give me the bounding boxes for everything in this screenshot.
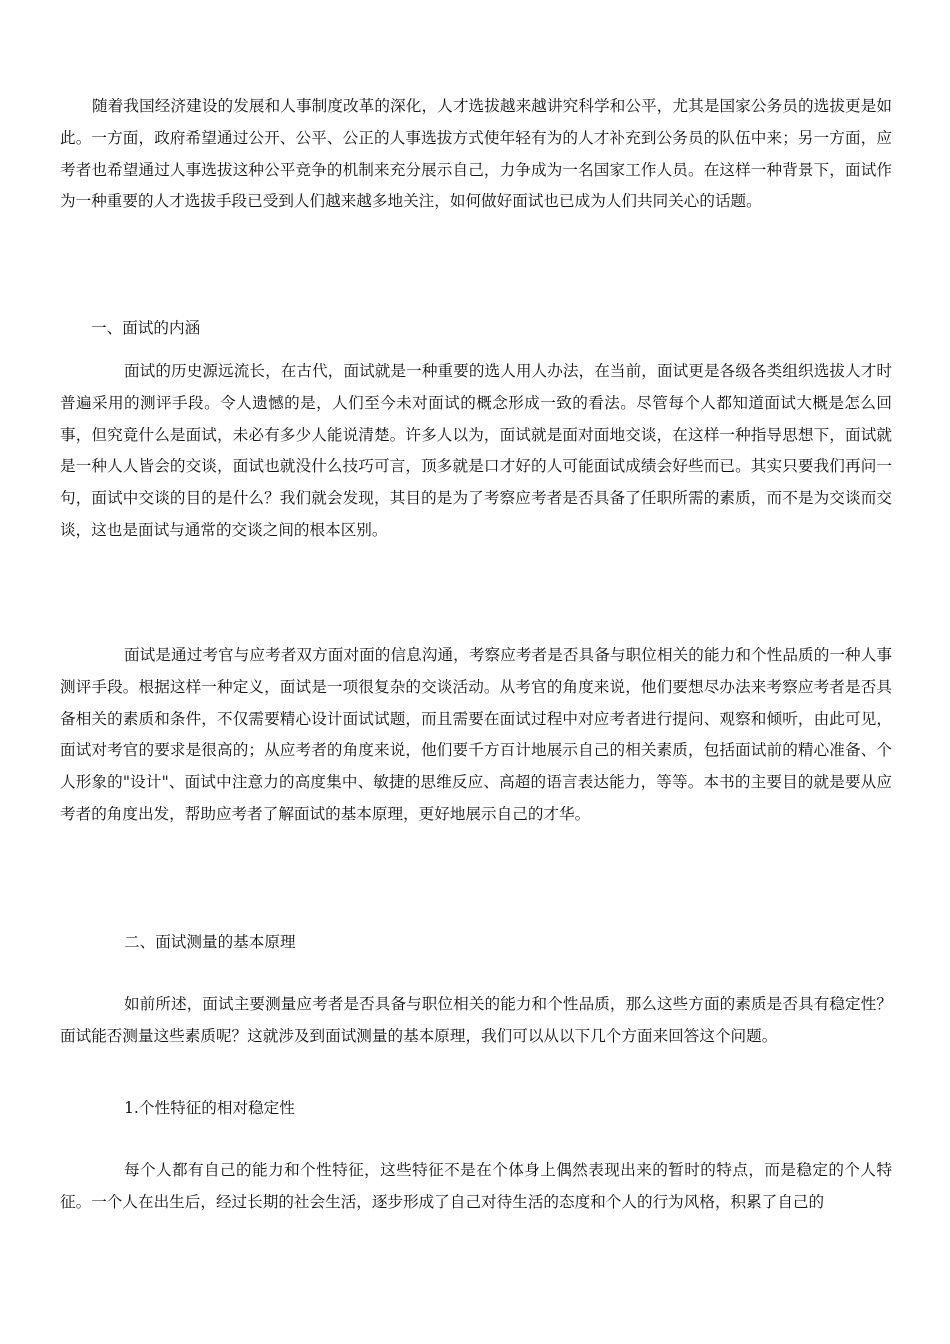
section1-paragraph-2: 面试是通过考官与应考者双方面对面的信息沟通，考察应考者是否具备与职位相关的能力和个性品质的一种人事测评手段。根据这样一种定义，面试是一项很复杂的交谈活动。从考官的角度来说，他们要想尽办法来考察应考者是否具备相关的素质和条件，不仅需要精心设计面试试题，而且需要在面试过程中对应考者进行提问、观察和倾听，由此可见，面试对考官的要求是很高的；从应考者的角度来说，他们要千方百计地展示自己的相关素质，包括面试前的精心准备、个人形象的"设计"、面试中注意力的高度集中、敏捷的思维反应、高超的语言表达能力，等等。本书的主要目的就是要从应考者的角度出发，帮助应考者了解面试的基本原理，更好地展示自己的才华。 [60,646,892,823]
subsection1-paragraph: 每个人都有自己的能力和个性特征，这些特征不是在个体身上偶然表现出来的暂时的特点，而是稳定的个人特征。一个人在出生后，经过长期的社会生活，逐步形成了自己对待生活的态度和个人的行为风格，积累了自己的 [60,1161,892,1211]
subsection-heading-1: 1.个性特征的相对稳定性 [124,1099,295,1117]
section1-paragraph-1: 面试的历史源远流长，在古代，面试就是一种重要的选人用人办法，在当前，面试更是各级各类组织选拔人才时普遍采用的测评手段。令人遗憾的是，人们至今未对面试的概念形成一致的看法。尽管每个人都知道面试大概是怎么回事，但究竟什么是面试，未必有多少人能说清楚。许多人以为，面试就是面对面地交谈，在这样一种指导思想下，面试就是一种人人皆会的交谈，面试也就没什么技巧可言，顶多就是口才好的人可能面试成绩会好些而已。其实只要我们再问一句，面试中交谈的目的是什么？我们就会发现，其目的是为了考察应考者是否具备了任职所需的素质，而不是为交谈而交谈，这也是面试与通常的交谈之间的根本区别。 [60,362,892,539]
section-heading-1: 一、面试的内涵 [91,319,201,337]
section2-paragraph-1: 如前所述，面试主要测量应考者是否具备与职位相关的能力和个性品质，那么这些方面的素质是否具有稳定性？面试能否测量这些素质呢？这就涉及到面试测量的基本原理，我们可以从以下几个方面来回答这个问题。 [60,995,892,1045]
intro-paragraph: 随着我国经济建设的发展和人事制度改革的深化，人才选拔越来越讲究科学和公平，尤其是国家公务员的选拔更是如此。一方面，政府希望通过公开、公平、公正的人事选拔方式使年轻有为的人才补充到公务员的队伍中来；另一方面，应考者也希望通过人事选拔这种公平竞争的机制来充分展示自己，力争成为一名国家工作人员。在这样一种背景下，面试作为一种重要的人才选拔手段已受到人们越来越多地关注，如何做好面试也已成为人们共同关心的话题。 [60,97,892,211]
section-heading-2: 二、面试测量的基本原理 [124,933,296,951]
